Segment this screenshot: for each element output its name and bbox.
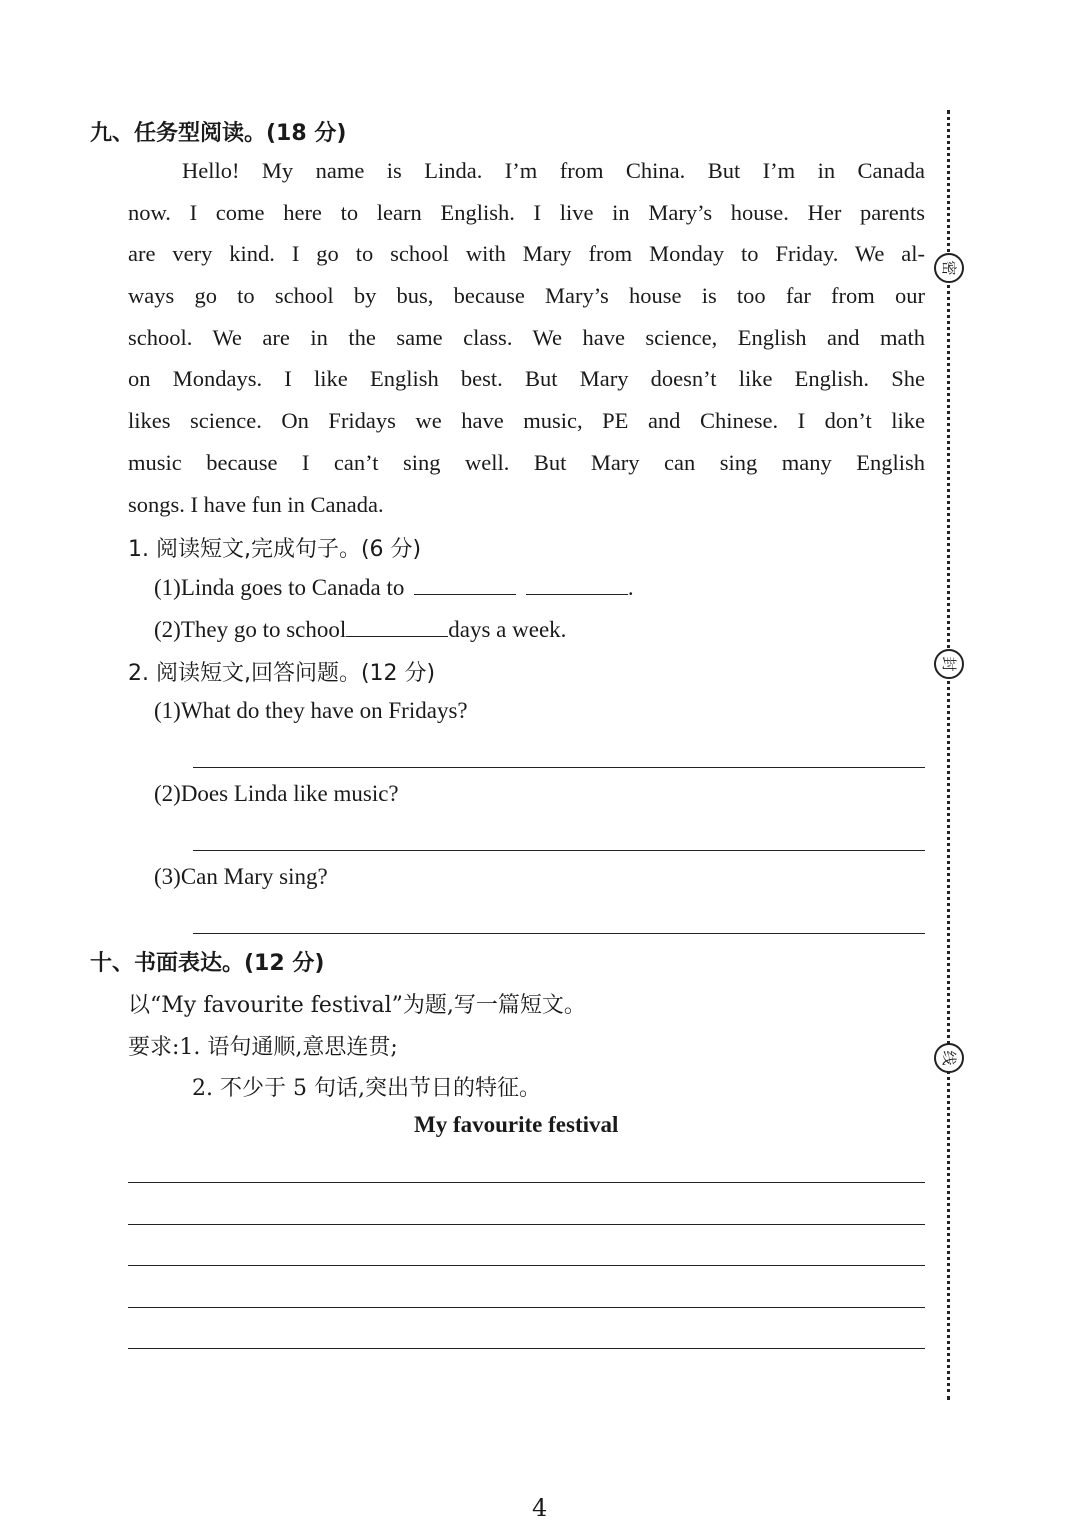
passage-line: ways go to school by bus, because Mary’s house is too far from our: [128, 283, 925, 309]
period: .: [627, 575, 634, 600]
writing-line[interactable]: [128, 1348, 925, 1349]
writing-prompt: 以“My favourite festival”为题,写一篇短文。: [128, 993, 586, 1018]
seal-mark-xian: 线: [934, 1043, 964, 1073]
q1-title: 1. 阅读短文,完成句子。(6 分): [128, 537, 422, 562]
answer-blank[interactable]: [414, 574, 516, 595]
requirement-2: 2. 不少于 5 句话,突出节日的特征。: [192, 1076, 541, 1101]
q1-1-text: (1)Linda goes to Canada to: [154, 575, 405, 600]
q1-1: [154, 574, 634, 601]
seal-mark-mi: 密: [934, 253, 964, 283]
section10-title: 十、书面表达。(12 分): [90, 951, 325, 976]
passage-line: likes science. On Fridays we have music, PE and Chinese. I don’t like: [128, 408, 925, 434]
passage-line: music because I can’t sing well. But Mary can sing many English: [128, 449, 925, 475]
answer-blank[interactable]: [526, 574, 628, 595]
q2-1: (1)What do they have on Fridays?: [154, 698, 468, 723]
passage-line: school. We are in the same class. We have science, English and math: [128, 324, 925, 350]
passage-line: Hello! My name is Linda. I’m from China. But I’m in Canada: [182, 158, 925, 183]
essay-title: My favourite festival: [414, 1112, 619, 1137]
answer-line[interactable]: [193, 933, 925, 934]
writing-line[interactable]: [128, 1224, 925, 1225]
passage-line: on Mondays. I like English best. But Mary doesn’t like English. She: [128, 366, 925, 392]
reading-passage: [128, 150, 925, 525]
writing-line[interactable]: [128, 1182, 925, 1183]
passage-line: songs. I have fun in Canada.: [128, 491, 384, 517]
q2-title: 2. 阅读短文,回答问题。(12 分): [128, 661, 436, 686]
binding-dotted-line: [947, 110, 950, 1400]
passage-line: are very kind. I go to school with Mary from Monday to Friday. We al-: [128, 241, 925, 267]
q1-2-text: (2)They go to school: [154, 617, 347, 642]
passage-line: now. I come here to learn English. I live in Mary’s house. Her parents: [128, 199, 925, 225]
answer-line[interactable]: [193, 767, 925, 768]
q2-2: (2)Does Linda like music?: [154, 781, 399, 806]
q1-2-text-end: days a week.: [448, 617, 567, 642]
page-number: 4: [532, 1494, 548, 1522]
q1-2: [154, 616, 566, 643]
q2-3: (3)Can Mary sing?: [154, 864, 328, 889]
seal-mark-feng: 封: [934, 649, 964, 679]
requirement-1: 要求:1. 语句通顺,意思连贯;: [128, 1035, 398, 1060]
answer-line[interactable]: [193, 850, 925, 851]
writing-line[interactable]: [128, 1265, 925, 1266]
answer-blank[interactable]: [346, 616, 448, 637]
section9-title: 九、任务型阅读。(18 分): [90, 121, 347, 146]
writing-line[interactable]: [128, 1307, 925, 1308]
